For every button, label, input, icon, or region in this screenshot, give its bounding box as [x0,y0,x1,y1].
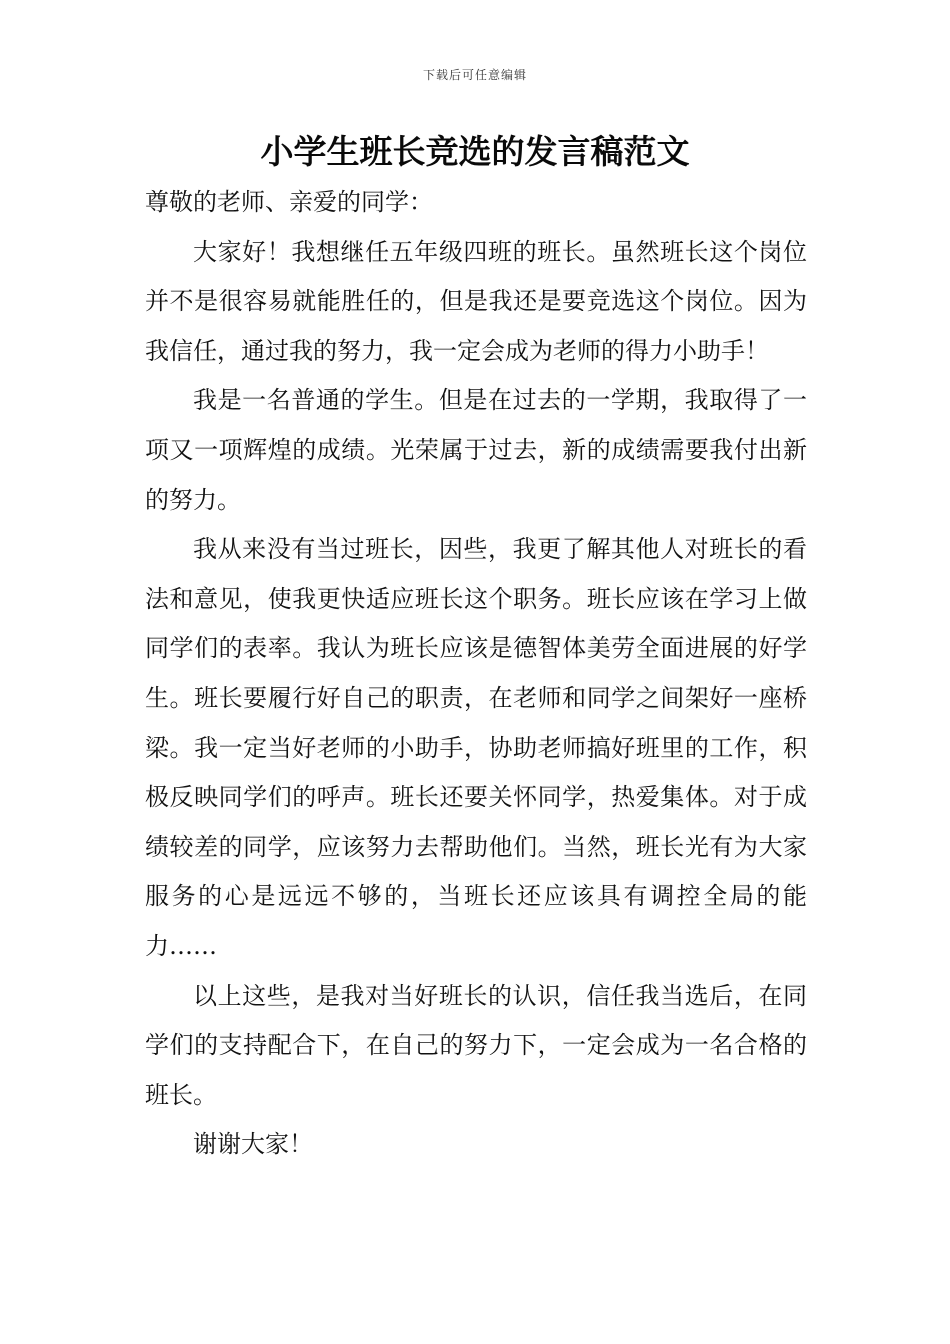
document-title: 小学生班长竞选的发言稿范文 [260,132,690,171]
paragraph-3: 我从来没有当过班长，因些，我更了解其他人对班长的看法和意见，使我更快适应班长这个职务。班长应该在学习上做同学们的表率。我认为班长应该是德智体美劳全面进展的好学生。班长要履行好自己的职责，在老师和同学之间架好一座桥梁。我一定当好老师的小助手，协助老师搞好班里的工作，积极反映同学们的呼声。班长还要关怀同学，热爱集体。对于成绩较差的同学，应该努力去帮助他们。当然，班长光有为大家服务的心是远远不够的，当班长还应该具有调控全局的能力…… [145,535,807,960]
salutation: 尊敬的老师、亲爱的同学： [145,188,433,216]
paragraph-4: 以上这些，是我对当好班长的认识，信任我当选后，在同学们的支持配合下，在自己的努力下，一定会成为一名合格的班长。 [145,981,807,1109]
paragraph-2: 我是一名普通的学生。但是在过去的一学期，我取得了一项又一项辉煌的成绩。光荣属于过去，新的成绩需要我付出新的努力。 [145,386,807,514]
document-body [145,178,807,1170]
header-note: 下载后可任意编辑 [422,68,527,82]
closing-line: 谢谢大家！ [193,1130,313,1159]
paragraph-1: 大家好！我想继任五年级四班的班长。虽然班长这个岗位并不是很容易就能胜任的，但是我还是要竞选这个岗位。因为我信任，通过我的努力，我一定会成为老师的得力小助手！ [145,237,807,365]
